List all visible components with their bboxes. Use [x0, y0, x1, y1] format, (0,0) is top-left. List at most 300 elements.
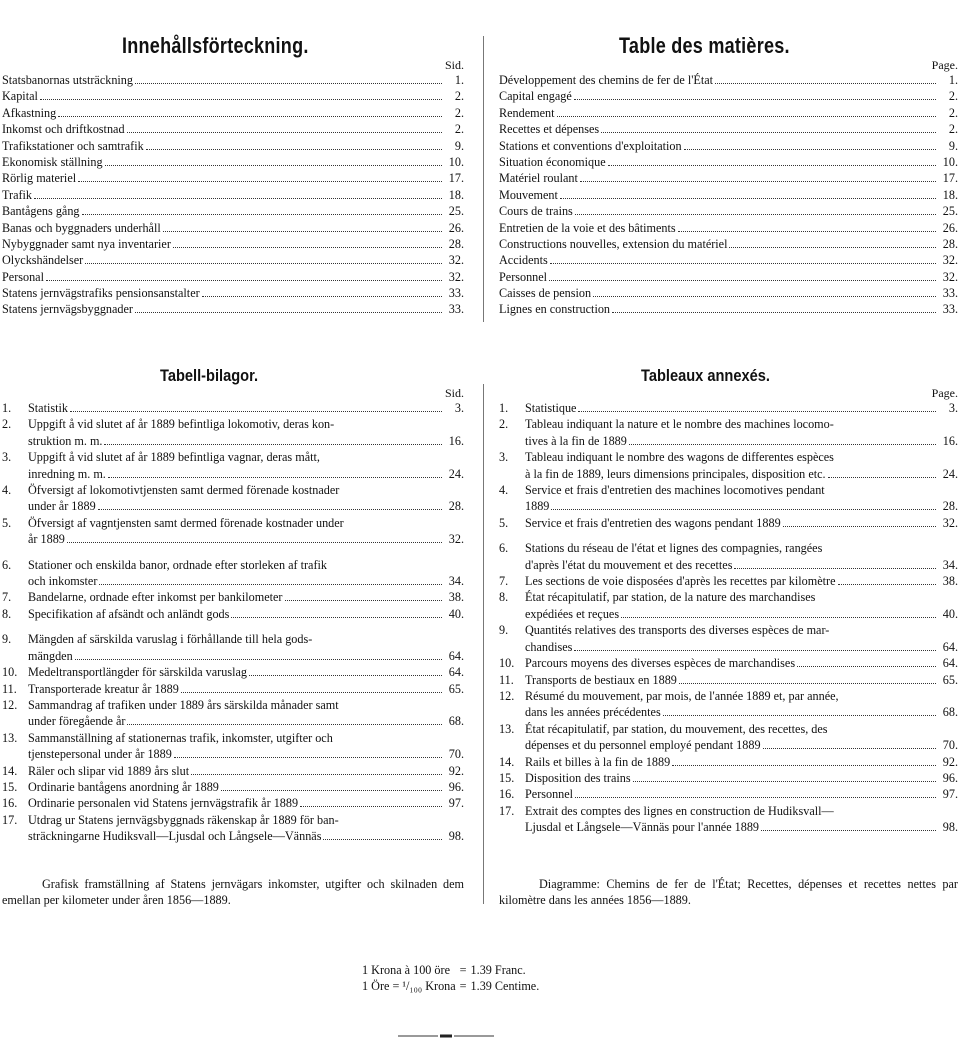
- appendix-item-body: [525, 449, 958, 482]
- french-toc-title: Table des matières.: [619, 33, 790, 58]
- appendix-item-last-line: [525, 400, 958, 416]
- appendix-item: [2, 416, 464, 449]
- dot-leader: [191, 774, 442, 775]
- appendix-item-body: [525, 770, 958, 786]
- toc-entry-text: Constructions nouvelles, extension du matériel: [499, 236, 728, 251]
- appendix-item-text: Öfversigt af vagntjensten samt dermed förenade kostnader under: [28, 515, 344, 530]
- appendix-item-text: chandises: [525, 639, 573, 654]
- french-appendix-items: [499, 400, 958, 836]
- toc-entry: [499, 105, 958, 121]
- toc-entry-page: 1.: [454, 73, 464, 87]
- appendix-item: [2, 763, 464, 779]
- dot-leader: [105, 165, 442, 166]
- appendix-item-number: 5.: [2, 515, 12, 530]
- appendix-item-last-line: [28, 795, 464, 811]
- appendix-item-last-line: [525, 786, 958, 802]
- toc-entry: [2, 72, 464, 88]
- appendix-item-last-line: [525, 606, 958, 622]
- appendix-item-text: à la fin de 1889, leurs dimensions principales, disposition etc.: [525, 466, 826, 481]
- appendix-item-last-line: [525, 770, 958, 786]
- dot-leader: [575, 214, 936, 215]
- appendix-item-body: [525, 672, 958, 688]
- appendix-item-body: [525, 786, 958, 802]
- dot-leader: [104, 444, 442, 445]
- dot-leader: [574, 650, 936, 651]
- swedish-appendix-tables: [2, 366, 464, 845]
- toc-entry-page: 25.: [448, 204, 464, 219]
- toc-entry: [2, 285, 464, 301]
- swedish-toc-entries: [2, 72, 464, 318]
- appendix-item-last-line: [28, 589, 464, 605]
- currency-row2-eq: =: [459, 979, 467, 994]
- appendix-item-last-line: [28, 400, 464, 416]
- toc-entry-text: Personnel: [499, 269, 548, 284]
- toc-entry-text: Statsbanornas utsträckning: [2, 73, 133, 87]
- appendix-item-last-line: [28, 466, 464, 482]
- toc-entry: [499, 138, 958, 154]
- dot-leader: [633, 781, 936, 782]
- appendix-item-number: 7.: [499, 574, 509, 589]
- toc-entry: [2, 138, 464, 154]
- dot-leader: [58, 116, 442, 117]
- appendix-item: [499, 416, 958, 449]
- appendix-item-text: Specifikation af afsändt och anländt gods: [28, 606, 230, 621]
- appendix-item-page: 16.: [448, 433, 464, 448]
- toc-entry: [499, 154, 958, 170]
- appendix-item-body: [28, 515, 464, 548]
- toc-entry: [2, 269, 464, 285]
- toc-entry-text: Caisses de pension: [499, 286, 592, 301]
- toc-entry-text: Trafikstationer och samtrafik: [2, 138, 144, 153]
- appendix-item-page: 98.: [448, 829, 464, 844]
- currency-row2-right: 1.39 Centime.: [470, 979, 540, 994]
- appendix-item-text: Öfversigt af lokomotivtjensten samt dermed förenade kostnader: [28, 483, 340, 498]
- toc-entry: [2, 252, 464, 268]
- appendix-item-body: [28, 664, 464, 680]
- appendix-item-text: Parcours moyens des diverses espèces de marchandises: [525, 656, 796, 671]
- dot-leader: [99, 584, 442, 585]
- appendix-item-page: 40.: [448, 606, 464, 621]
- swedish-toc-title: Innehållsförteckning.: [122, 33, 309, 58]
- appendix-item-body: [525, 655, 958, 671]
- appendix-item-text: Quantités relatives des transports des diverses espèces de mar-: [525, 623, 830, 638]
- toc-entry-page: 2.: [948, 122, 958, 137]
- toc-entry: [499, 269, 958, 285]
- appendix-item-last-line: [28, 531, 464, 547]
- appendix-item-page: 24.: [448, 466, 464, 481]
- appendix-item-body: [28, 400, 464, 416]
- toc-entry-page: 2.: [454, 105, 464, 120]
- toc-entry: [499, 170, 958, 186]
- toc-entry-page: 10.: [942, 154, 958, 169]
- appendix-item: [499, 754, 958, 770]
- currency-row: [360, 978, 541, 994]
- appendix-item-last-line: [28, 779, 464, 795]
- appendix-item: [499, 515, 958, 531]
- appendix-item-text: Stationer och enskilda banor, ordnade efter storleken af trafik: [28, 557, 328, 572]
- appendix-item-text: Ordinarie bantågens anordning år 1889: [28, 779, 219, 794]
- toc-entry: [2, 187, 464, 203]
- appendix-item-text: dans les années précédentes: [525, 705, 661, 720]
- appendix-item-last-line: [525, 573, 958, 589]
- dot-leader: [601, 132, 936, 133]
- toc-entry-text: Mouvement: [499, 187, 558, 202]
- dot-leader: [729, 247, 936, 248]
- dot-leader: [127, 132, 442, 133]
- appendix-item-page: 96.: [448, 779, 464, 794]
- appendix-item-text: Statistique: [525, 401, 577, 415]
- appendix-item-text: tives à la fin de 1889: [525, 433, 627, 448]
- appendix-item-text: under år 1889: [28, 499, 96, 514]
- dot-leader: [761, 830, 936, 831]
- dot-leader: [608, 165, 936, 166]
- appendix-item-body: [28, 449, 464, 482]
- dot-leader: [135, 83, 442, 84]
- appendix-item-body: [28, 795, 464, 811]
- appendix-item-page: 34.: [942, 557, 958, 572]
- dot-leader: [629, 444, 936, 445]
- appendix-item-text: år 1889: [28, 532, 65, 547]
- appendix-item-body: [525, 622, 958, 655]
- toc-entry-page: 10.: [448, 154, 464, 169]
- appendix-item-last-line: [525, 498, 958, 514]
- appendix-item: [2, 795, 464, 811]
- dot-leader: [672, 765, 936, 766]
- appendix-item-page: 3.: [454, 401, 464, 415]
- dot-leader: [78, 181, 442, 182]
- dot-leader: [763, 748, 936, 749]
- swedish-table-of-contents: [2, 34, 464, 318]
- appendix-item-body: [28, 606, 464, 622]
- appendix-item-page: 32.: [942, 515, 958, 530]
- dot-leader: [135, 312, 442, 313]
- appendix-item-page: 28.: [448, 499, 464, 514]
- appendix-item-page: 24.: [942, 466, 958, 481]
- appendix-item-body: [525, 754, 958, 770]
- toc-entry: [2, 236, 464, 252]
- appendix-item-last-line: [28, 606, 464, 622]
- appendix-item-body: [525, 540, 958, 573]
- toc-entry-page: 1.: [948, 73, 958, 87]
- appendix-item-number: 3.: [2, 450, 12, 465]
- appendix-item-body: [28, 589, 464, 605]
- appendix-item-text: Ljusdal et Långsele—Vännäs pour l'année 1889: [525, 820, 760, 835]
- appendix-item-number: 5.: [499, 515, 509, 530]
- appendix-item-number: 1.: [499, 401, 509, 415]
- toc-entry-text: Banas och byggnaders underhåll: [2, 220, 161, 235]
- appendix-item-text: Service et frais d'entretien des wagons pendant 1889: [525, 515, 781, 530]
- appendix-item-text: Sammandrag af trafiken under 1889 års särskilda månader samt: [28, 697, 339, 712]
- appendix-item-text: Service et frais d'entretien des machines locomotives pendant: [525, 483, 825, 498]
- dot-leader: [70, 411, 442, 412]
- appendix-item-number: 2.: [499, 417, 509, 432]
- appendix-item-number: 4.: [2, 483, 12, 498]
- toc-entry-text: Rendement: [499, 105, 555, 120]
- appendix-item: [2, 606, 464, 622]
- appendix-item-body: [28, 557, 464, 590]
- appendix-item-text: Rails et billes à la fin de 1889: [525, 754, 671, 769]
- dot-leader: [684, 149, 936, 150]
- section-gap: [2, 548, 464, 557]
- appendix-item-number: 3.: [499, 450, 509, 465]
- appendix-item-last-line: [28, 763, 464, 779]
- toc-entry-text: Cours de trains: [499, 204, 573, 219]
- dot-leader: [797, 666, 936, 667]
- appendix-item-body: [28, 482, 464, 515]
- dot-leader: [85, 263, 442, 264]
- appendix-item-page: 96.: [942, 770, 958, 785]
- appendix-item-text: Personnel: [525, 787, 574, 802]
- dot-leader: [663, 715, 936, 716]
- toc-entry-text: Inkomst och driftkostnad: [2, 122, 125, 137]
- toc-entry-text: Bantågens gång: [2, 204, 80, 219]
- appendix-item-text: Utdrag ur Statens jernvägsbyggnads räkenskap år 1889 för ban-: [28, 812, 339, 827]
- appendix-item-last-line: [525, 433, 958, 449]
- dot-leader: [67, 542, 442, 543]
- appendix-item-number: 15.: [499, 770, 515, 785]
- appendix-item-last-line: [28, 664, 464, 680]
- toc-entry-text: Stations et conventions d'exploitation: [499, 138, 682, 153]
- toc-entry-page: 25.: [942, 204, 958, 219]
- appendix-item-text: Uppgift å vid slutet af år 1889 befintliga vagnar, deras mått,: [28, 450, 320, 465]
- appendix-item-number: 9.: [2, 632, 12, 647]
- appendix-item-text: Transporterade kreatur år 1889: [28, 681, 179, 696]
- appendix-item-text: Räler och slipar vid 1889 års slut: [28, 763, 190, 778]
- appendix-item: [499, 449, 958, 482]
- appendix-item-last-line: [28, 828, 464, 844]
- appendix-item-text: struktion m. m.: [28, 433, 103, 448]
- toc-entry: [2, 170, 464, 186]
- appendix-item-page: 16.: [942, 433, 958, 448]
- toc-entry-page: 2.: [454, 122, 464, 137]
- toc-entry-page: 32.: [942, 253, 958, 268]
- appendix-item-number: 14.: [499, 754, 515, 769]
- appendix-item-number: 11.: [499, 672, 514, 687]
- toc-entry-text: Kapital: [2, 89, 38, 104]
- appendix-item-text: Les sections de voie disposées d'après les recettes par kilomètre: [525, 574, 836, 589]
- appendix-item-text: expédiées et reçues: [525, 606, 620, 621]
- toc-entry-page: 32.: [448, 253, 464, 268]
- dot-leader: [550, 263, 936, 264]
- appendix-item: [2, 482, 464, 515]
- toc-entry-text: Nybyggnader samt nya inventarier: [2, 236, 171, 251]
- appendix-item-last-line: [525, 515, 958, 531]
- dot-leader: [557, 116, 936, 117]
- toc-entry-text: Personal: [2, 269, 44, 284]
- appendix-item: [2, 515, 464, 548]
- appendix-item-text: État récapitulatif, par station, de la nature des marchandises: [525, 590, 816, 605]
- appendix-item-page: 64.: [942, 639, 958, 654]
- appendix-item-number: 15.: [2, 779, 18, 794]
- swedish-appendix-title: Tabell-bilagor.: [160, 366, 259, 385]
- appendix-item-body: [28, 730, 464, 763]
- appendix-item-last-line: [28, 681, 464, 697]
- toc-entry: [499, 121, 958, 137]
- dot-leader: [593, 296, 936, 297]
- appendix-item-last-line: [28, 498, 464, 514]
- toc-entry-page: 28.: [448, 236, 464, 251]
- dot-leader: [127, 724, 442, 725]
- toc-entry-text: Afkastning: [2, 105, 57, 120]
- appendix-item-text: dépenses et du personnel employé pendant 1889: [525, 738, 761, 753]
- appendix-item-last-line: [525, 466, 958, 482]
- appendix-item-body: [525, 688, 958, 721]
- appendix-item-page: 97.: [448, 796, 464, 811]
- toc-entry-text: Olyckshändelser: [2, 253, 84, 268]
- toc-entry: [499, 220, 958, 236]
- toc-entry: [2, 220, 464, 236]
- appendix-item-number: 8.: [2, 606, 12, 621]
- toc-entry-page: 33.: [942, 286, 958, 301]
- appendix-item-number: 2.: [2, 417, 12, 432]
- toc-entry-text: Rörlig materiel: [2, 171, 77, 186]
- appendix-item-page: 3.: [948, 401, 958, 415]
- appendix-item-number: 13.: [499, 721, 515, 736]
- appendix-item-text: Transports de bestiaux en 1889: [525, 672, 677, 687]
- appendix-item-page: 38.: [942, 574, 958, 589]
- appendix-item-body: [28, 416, 464, 449]
- appendix-item: [499, 721, 958, 754]
- french-appendix-title: Tableaux annexés.: [641, 366, 770, 385]
- toc-entry-page: 18.: [942, 187, 958, 202]
- appendix-item-body: [28, 697, 464, 730]
- dot-leader: [34, 198, 442, 199]
- toc-entry-page: 18.: [448, 187, 464, 202]
- toc-entry-text: Trafik: [2, 187, 33, 202]
- appendix-item: [2, 779, 464, 795]
- dot-leader: [575, 797, 936, 798]
- dot-leader: [163, 231, 442, 232]
- dot-leader: [551, 509, 936, 510]
- appendix-item-last-line: [525, 754, 958, 770]
- appendix-item-body: [525, 400, 958, 416]
- toc-entry: [499, 285, 958, 301]
- currency-row1-eq: =: [459, 963, 467, 977]
- toc-entry-page: 28.: [942, 236, 958, 251]
- appendix-item-body: [28, 763, 464, 779]
- appendix-item-text: under föregående år: [28, 714, 126, 729]
- appendix-item-body: [525, 803, 958, 836]
- toc-entry-page: 2.: [948, 89, 958, 104]
- dot-leader: [231, 617, 442, 618]
- appendix-item-number: 17.: [499, 803, 515, 818]
- appendix-item-number: 7.: [2, 590, 12, 605]
- dot-leader: [202, 296, 442, 297]
- appendix-item-text: Résumé du mouvement, par mois, de l'année 1889 et, par année,: [525, 688, 839, 703]
- french-toc-entries: [499, 72, 958, 318]
- appendix-item-body: [28, 681, 464, 697]
- appendix-item-last-line: [28, 433, 464, 449]
- currency-conversion: [360, 962, 541, 995]
- appendix-item-page: 34.: [448, 574, 464, 589]
- toc-entry-text: Entretien de la voie et des bâtiments: [499, 220, 676, 235]
- toc-entry-page: 9.: [948, 138, 958, 153]
- appendix-item-page: 38.: [448, 590, 464, 605]
- toc-entry-page: 32.: [942, 269, 958, 284]
- dot-leader: [621, 617, 936, 618]
- appendix-item-number: 6.: [499, 541, 509, 556]
- toc-entry: [2, 203, 464, 219]
- appendix-item-last-line: [525, 819, 958, 835]
- french-toc-page-label: Page.: [931, 58, 958, 72]
- currency-row1-right: 1.39 Franc.: [470, 963, 526, 977]
- dot-leader: [783, 526, 936, 527]
- dot-leader: [108, 477, 442, 478]
- appendix-item-text: Uppgift å vid slutet af år 1889 befintliga lokomotiv, deras kon-: [28, 417, 335, 432]
- appendix-item-page: 92.: [942, 754, 958, 769]
- appendix-item: [2, 664, 464, 680]
- dot-leader: [578, 411, 936, 412]
- appendix-item-text: Medeltransportlängder för särskilda varuslag: [28, 665, 247, 680]
- appendix-item-number: 11.: [2, 681, 17, 696]
- appendix-item: [2, 631, 464, 664]
- toc-entry: [2, 301, 464, 317]
- dot-leader: [82, 214, 442, 215]
- appendix-item: [2, 557, 464, 590]
- appendix-item: [499, 482, 958, 515]
- appendix-item-last-line: [28, 573, 464, 589]
- appendix-item-number: 10.: [2, 665, 18, 680]
- appendix-item-text: 1889: [525, 499, 550, 514]
- appendix-item-number: 12.: [2, 697, 18, 712]
- appendix-item-number: 17.: [2, 812, 18, 827]
- toc-entry-page: 26.: [448, 220, 464, 235]
- toc-entry: [499, 187, 958, 203]
- appendix-item-text: Extrait des comptes des lignes en construction de Hudiksvall—: [525, 803, 834, 818]
- appendix-item: [499, 786, 958, 802]
- appendix-item: [499, 573, 958, 589]
- appendix-item-number: 6.: [2, 557, 12, 572]
- appendix-item-text: État récapitulatif, par station, du mouvement, des recettes, des: [525, 721, 828, 736]
- dot-leader: [285, 600, 443, 601]
- swedish-appendix-page-label: Sid.: [444, 386, 464, 400]
- dot-leader: [174, 757, 442, 758]
- appendix-item-body: [525, 573, 958, 589]
- appendix-item: [499, 589, 958, 622]
- appendix-item-text: och inkomster: [28, 574, 98, 589]
- appendix-item-body: [28, 631, 464, 664]
- toc-entry: [499, 301, 958, 317]
- toc-entry-page: 9.: [454, 138, 464, 153]
- appendix-item-page: 70.: [942, 738, 958, 753]
- appendix-item-text: Tableau indiquant le nombre des wagons de differentes espèces: [525, 450, 834, 465]
- dot-leader: [678, 231, 936, 232]
- appendix-item-last-line: [525, 655, 958, 671]
- appendix-item: [499, 655, 958, 671]
- appendix-item: [499, 688, 958, 721]
- appendix-item-text: sträckningarne Hudiksvall—Ljusdal och Långsele—Vännäs: [28, 829, 322, 844]
- appendix-item-number: 14.: [2, 763, 18, 778]
- dot-leader: [560, 198, 936, 199]
- appendix-item-text: Tableau indiquant la nature et le nombre des machines locomo-: [525, 417, 834, 432]
- toc-entry-text: Statens jernvägstrafiks pensionsanstalter: [2, 286, 200, 301]
- dot-leader: [715, 83, 936, 84]
- appendix-item: [2, 449, 464, 482]
- appendix-item: [2, 681, 464, 697]
- dot-leader: [612, 312, 936, 313]
- dot-leader: [580, 181, 936, 182]
- toc-entry-page: 33.: [448, 302, 464, 317]
- appendix-item-page: 70.: [448, 747, 464, 762]
- toc-entry-text: Ekonomisk ställning: [2, 154, 103, 169]
- appendix-item-last-line: [525, 737, 958, 753]
- currency-row2-left: 1 Öre = ¹/₁₀₀ Krona: [362, 979, 456, 994]
- appendix-item-number: 12.: [499, 688, 515, 703]
- appendix-item-body: [525, 589, 958, 622]
- toc-entry-page: 2.: [454, 89, 464, 104]
- swedish-appendix-items: [2, 400, 464, 845]
- currency-row1-left: 1 Krona à 100 öre: [362, 963, 450, 977]
